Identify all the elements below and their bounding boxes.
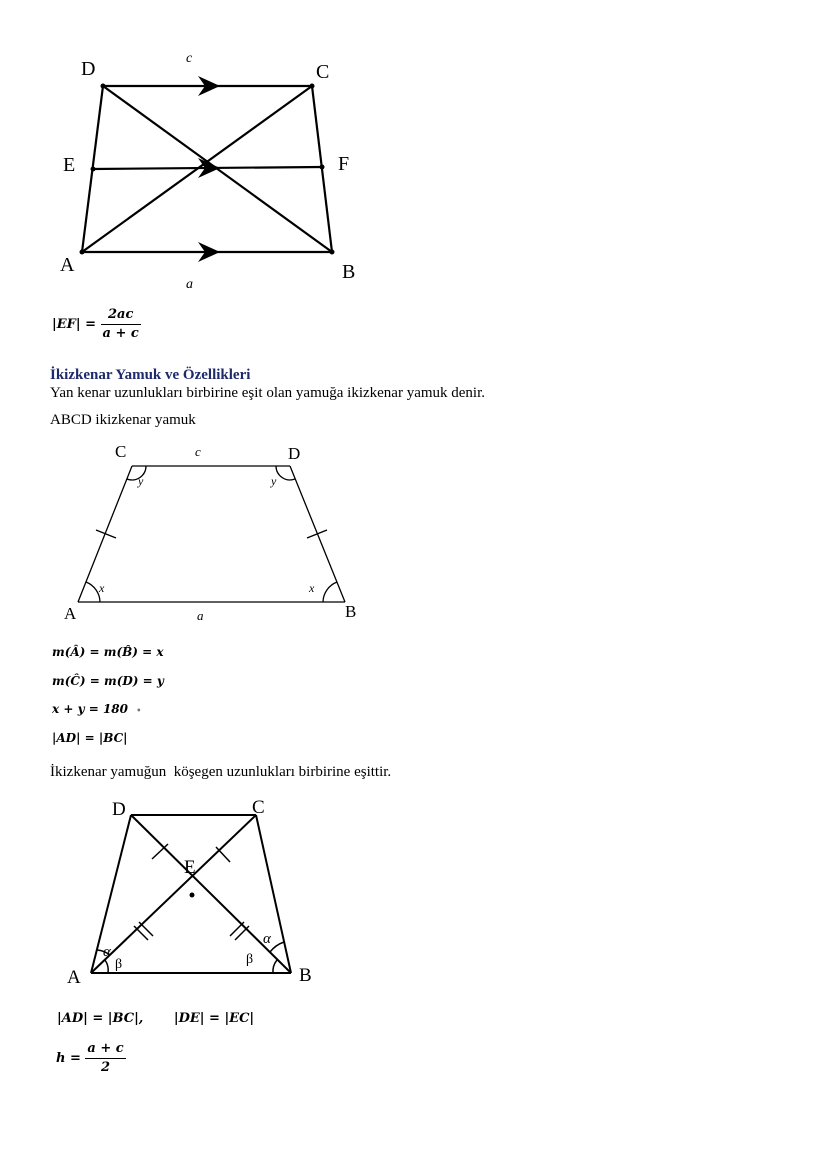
point-e: [190, 893, 195, 898]
label-f: F: [338, 153, 350, 175]
angle-label-y-left: y: [138, 474, 144, 488]
label-top-c: c: [186, 51, 193, 66]
formula-h-fraction: [85, 1040, 125, 1077]
label-d: D: [288, 444, 301, 463]
formula-ef-fraction: [101, 306, 141, 343]
section-heading: İkizkenar Yamuk ve Özellikleri: [50, 367, 251, 383]
angle-arc-b: [323, 582, 337, 602]
label-a: A: [60, 254, 75, 276]
trapezoid-figure-1: [50, 40, 380, 300]
property-sides: |AD| = |BC|: [52, 731, 128, 745]
point-f: [320, 165, 325, 170]
point-a: [80, 250, 85, 255]
property-sum-text: x + y = 180: [52, 702, 128, 716]
angle-arc-a: [86, 582, 100, 602]
angle-arc-a-beta: [105, 960, 108, 973]
trapezoid-diagonals-figure: [60, 792, 330, 992]
diagonal-property-text: İkizkenar yamuğun köşegen uzunlukları birbirine eşittir.: [50, 764, 392, 780]
point-d: [101, 84, 106, 89]
bullet-dot: •: [136, 704, 142, 715]
isosceles-trapezoid-figure: [55, 438, 375, 628]
label-bottom-a: a: [186, 277, 193, 292]
label-top-c: c: [195, 444, 201, 459]
formula-ef-denominator: a + c: [102, 326, 139, 341]
angle-label-alpha-b: α: [263, 931, 271, 947]
point-b: [330, 250, 335, 255]
angle-label-y-right: y: [271, 474, 277, 488]
label-c: C: [115, 442, 127, 461]
tick-de: [152, 844, 168, 859]
formula-ef-lhs: |EF| =: [52, 317, 97, 332]
formula-h-denominator: 2: [101, 1060, 111, 1075]
property-sum: [52, 702, 141, 716]
formula-de-ec: |DE| = |EC|: [173, 1011, 255, 1026]
label-a: A: [67, 967, 81, 988]
formula-ad-bc: |AD| = |BC|,: [57, 1011, 144, 1026]
angle-label-x-left: x: [99, 581, 105, 595]
side-ad: [91, 815, 131, 973]
angle-arc-b-alpha: [270, 942, 284, 952]
figure-caption: ABCD ikizkenar yamuk: [50, 412, 196, 428]
formula-ef: [52, 306, 141, 343]
formula-ef-numerator: 2ac: [101, 306, 141, 325]
label-bottom-a: a: [197, 608, 204, 623]
formula-h-numerator: a + c: [85, 1040, 125, 1059]
tick-ec: [216, 847, 230, 862]
label-d: D: [112, 799, 126, 820]
label-b: B: [342, 261, 356, 283]
angle-label-beta-b: β: [246, 952, 254, 967]
property-angles-ab: m(Â) = m(B̂) = x: [52, 645, 164, 659]
label-a: A: [64, 604, 77, 623]
angle-label-alpha-a: α: [103, 944, 111, 960]
label-b: B: [299, 965, 312, 986]
definition-text: Yan kenar uzunlukları birbirine eşit olan yamuğa ikizkenar yamuk denir.: [50, 385, 486, 401]
formula-equal-sides: [57, 1011, 254, 1026]
angle-label-x-right: x: [309, 581, 315, 595]
property-angles-cd: m(Ĉ) = m(D) = y: [52, 674, 164, 688]
label-c: C: [252, 797, 265, 818]
formula-height: [56, 1040, 126, 1077]
angle-label-beta-a: β: [115, 957, 123, 972]
label-e: E: [184, 857, 196, 878]
angle-arc-b-beta: [273, 960, 277, 973]
diagonal-ac: [91, 815, 256, 973]
label-d: D: [81, 58, 96, 80]
point-c: [310, 84, 315, 89]
label-c: C: [316, 61, 330, 83]
label-b: B: [345, 602, 357, 621]
point-e: [91, 167, 96, 172]
formula-h-lhs: h =: [56, 1051, 81, 1066]
diagonal-db: [131, 815, 291, 973]
side-bc: [256, 815, 291, 973]
label-e: E: [63, 154, 76, 176]
